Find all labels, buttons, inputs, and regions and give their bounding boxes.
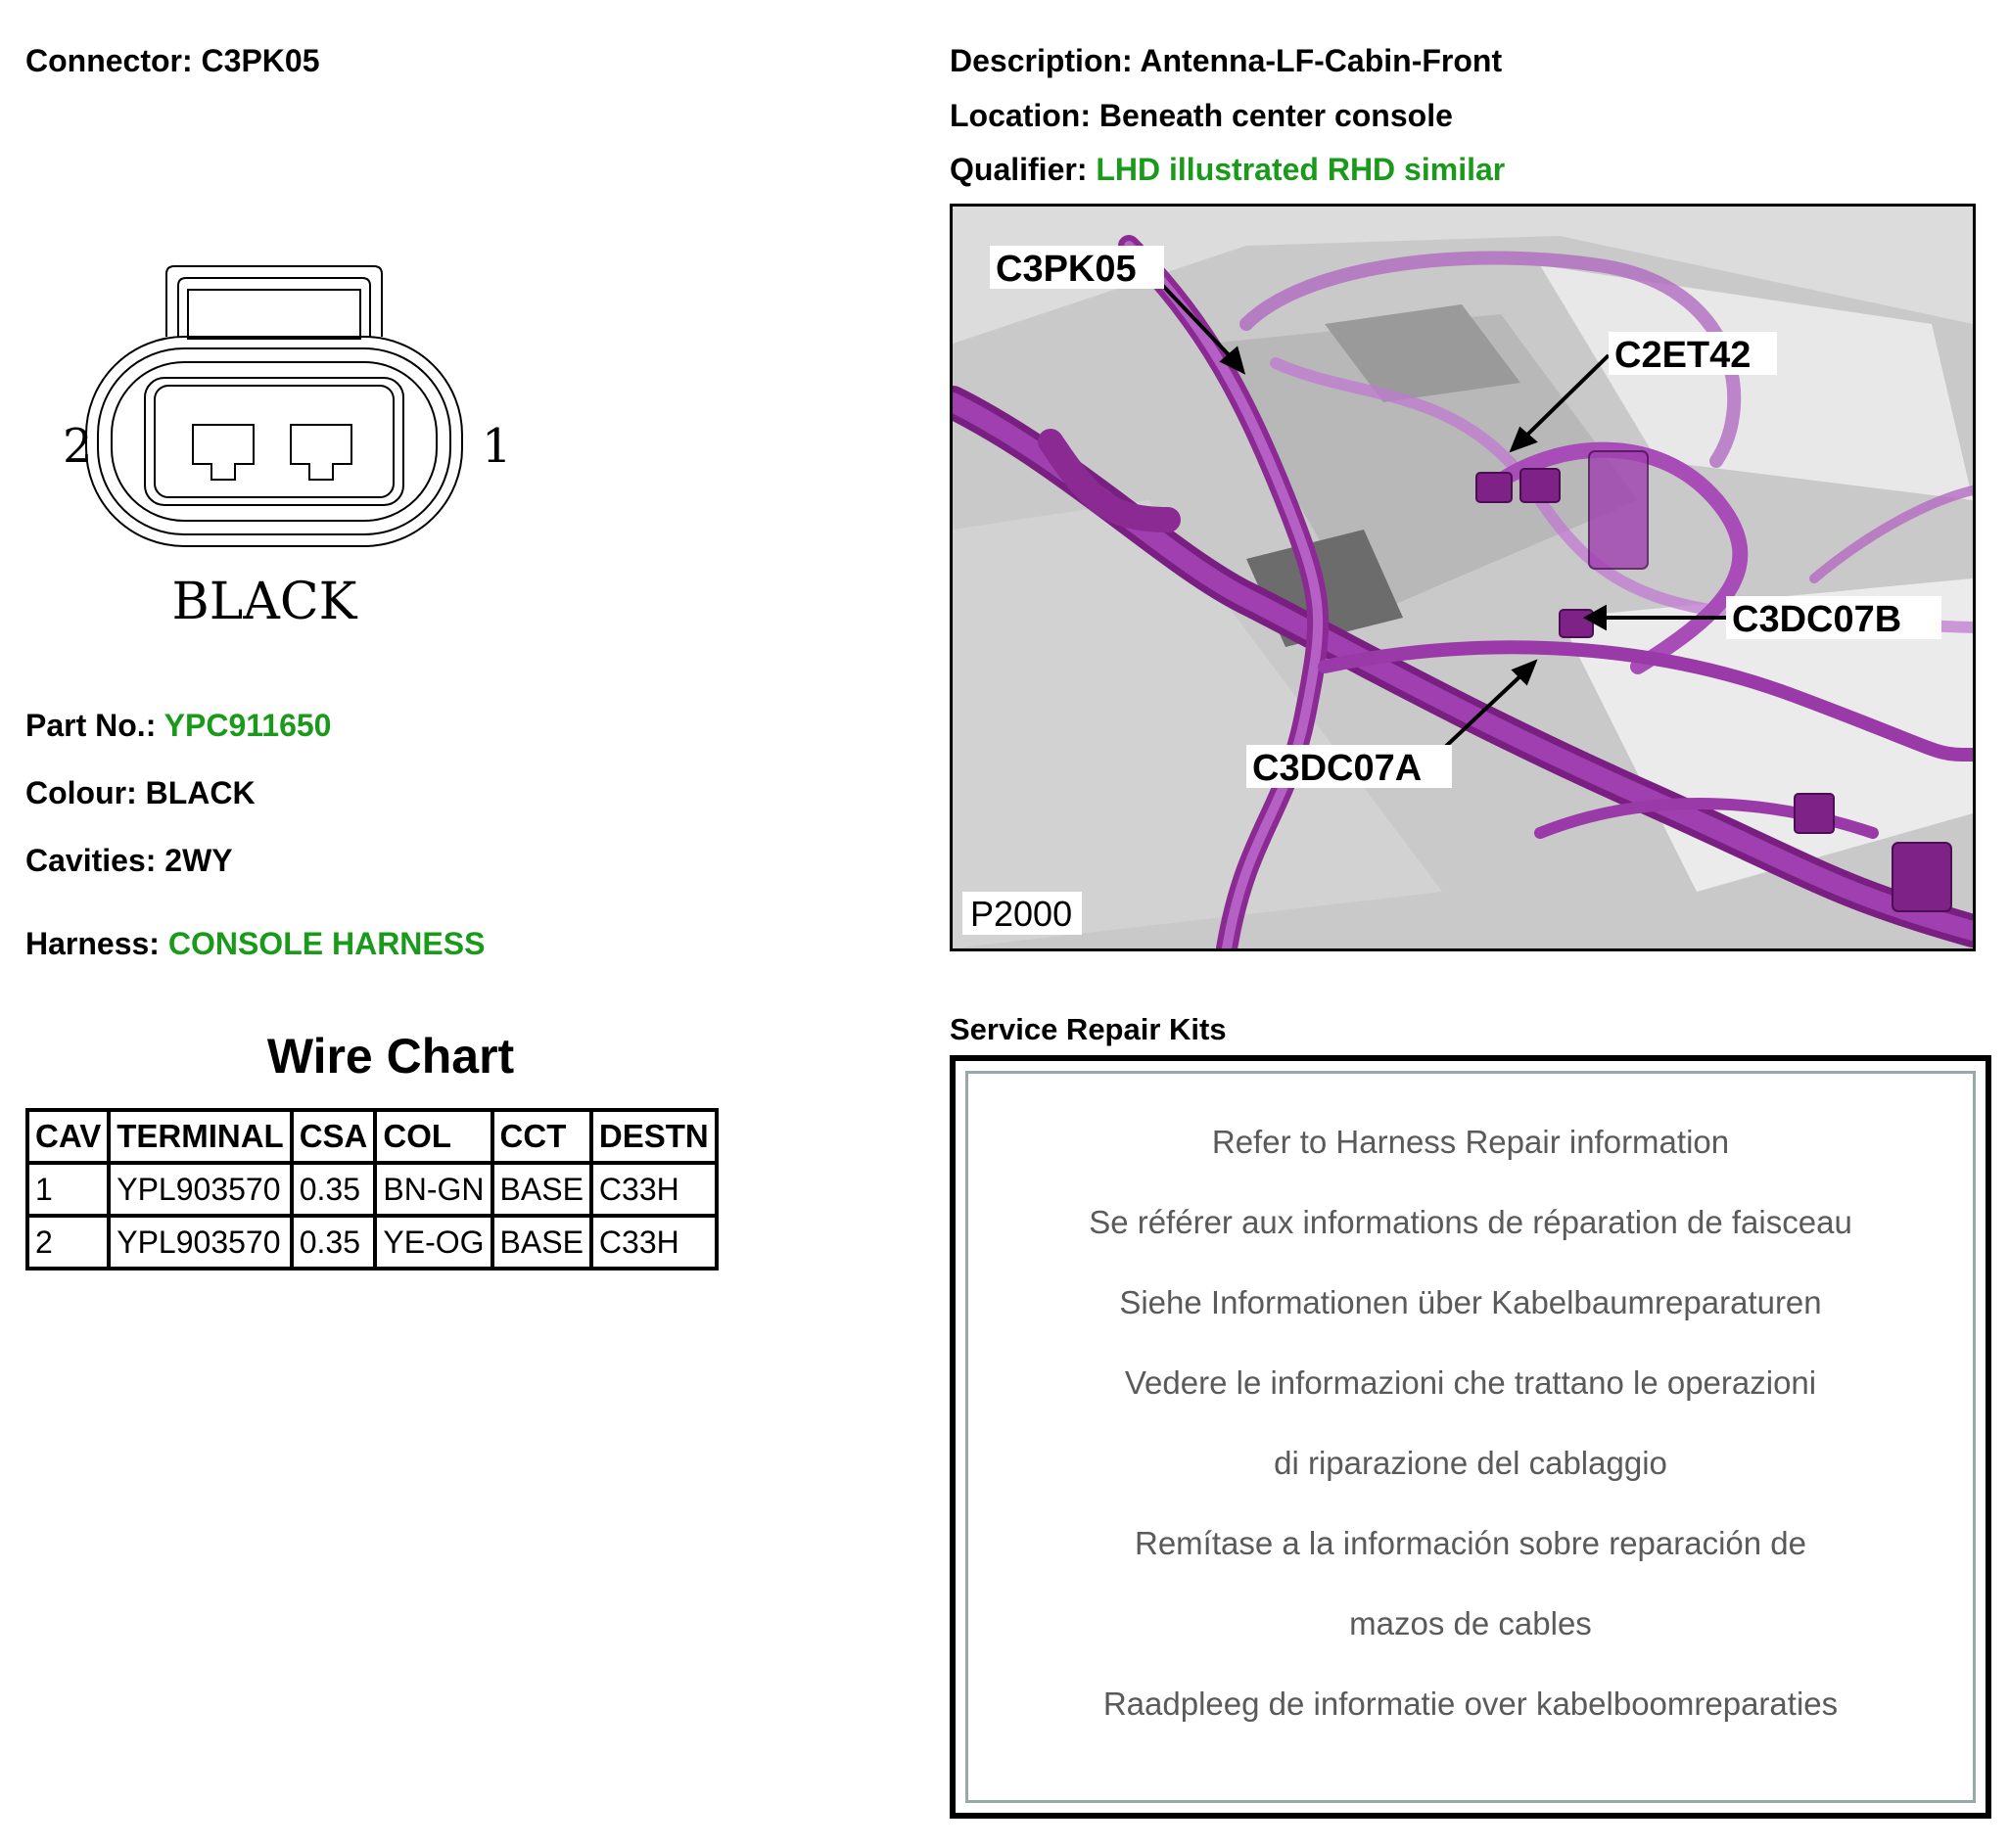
cell-col: YE-OG [375, 1216, 491, 1269]
cavities-value: 2WY [164, 843, 233, 878]
description-line [950, 45, 1502, 76]
cell-cav: 2 [27, 1216, 109, 1269]
location-illustration-svg [953, 207, 1973, 948]
wire-chart-header-row [27, 1110, 717, 1163]
cell-cct: BASE [492, 1163, 591, 1216]
colour-line [25, 777, 256, 808]
cell-destn: C33H [591, 1163, 717, 1216]
location-line [950, 100, 1453, 131]
col-header-cav: CAV [27, 1110, 109, 1163]
location-value: Beneath center console [1098, 98, 1453, 133]
colour-label: Colour: [25, 775, 137, 810]
repair-line-es-1: Remítase a la información sobre reparación de [1134, 1525, 1807, 1561]
repair-line-fr: Se référer aux informations de réparation de faisceau [1089, 1204, 1852, 1240]
repair-line-en: Refer to Harness Repair information [1211, 1124, 1730, 1160]
col-header-col: COL [375, 1110, 491, 1163]
cavities-line [25, 845, 233, 876]
cell-destn: C33H [591, 1216, 717, 1269]
repair-line-es-2: mazos de cables [1349, 1605, 1592, 1641]
repair-line-de: Siehe Informationen über Kabelbaumreparaturen [1119, 1284, 1822, 1320]
colour-value: BLACK [145, 775, 256, 810]
pin-1-label: 1 [482, 419, 509, 474]
repair-line-it-2: di riparazione del cablaggio [1274, 1445, 1667, 1481]
connector-value: C3PK05 [201, 43, 320, 78]
qualifier-label: Qualifier: [950, 152, 1088, 187]
callout-c3dc07b: C3DC07B [1732, 599, 1902, 640]
service-repair-title: Service Repair Kits [950, 1012, 1227, 1046]
col-header-terminal: TERMINAL [109, 1110, 291, 1163]
qualifier-line [950, 154, 1505, 185]
pin-2-label: 2 [63, 419, 93, 474]
connector-line [25, 45, 320, 76]
service-repair-inner-frame [965, 1071, 1976, 1803]
col-header-csa: CSA [292, 1110, 376, 1163]
part-no-value: YPC911650 [164, 708, 332, 743]
connector-face-diagram [39, 256, 509, 638]
part-no-label: Part No.: [25, 708, 157, 743]
table-row [27, 1163, 717, 1216]
cell-terminal: YPL903570 [109, 1216, 291, 1269]
connector-colour-caption: BLACK [171, 573, 357, 631]
repair-line-nl: Raadpleeg de informatie over kabelboomreparaties [1102, 1686, 1839, 1722]
col-header-cct: CCT [492, 1110, 591, 1163]
callout-c3dc07a: C3DC07A [1252, 748, 1423, 789]
cell-col: BN-GN [375, 1163, 491, 1216]
description-label: Description: [950, 43, 1133, 78]
harness-line [25, 928, 485, 959]
callout-c3pk05: C3PK05 [996, 249, 1137, 290]
cavities-label: Cavities: [25, 843, 157, 878]
callout-c2et42: C2ET42 [1614, 335, 1752, 376]
harness-label: Harness: [25, 926, 160, 961]
table-row [27, 1216, 717, 1269]
harness-value: CONSOLE HARNESS [167, 926, 486, 961]
qualifier-value: LHD illustrated RHD similar [1096, 152, 1506, 187]
description-value: Antenna-LF-Cabin-Front [1140, 43, 1503, 78]
cell-csa: 0.35 [292, 1216, 376, 1269]
wire-chart-title: Wire Chart [266, 1029, 515, 1084]
cell-cav: 1 [27, 1163, 109, 1216]
service-repair-box [950, 1055, 1991, 1819]
repair-line-it-1: Vedere le informazioni che trattano le operazioni [1124, 1364, 1817, 1401]
col-header-destn: DESTN [591, 1110, 717, 1163]
connector-label: Connector: [25, 43, 193, 78]
location-illustration [950, 204, 1976, 951]
part-no-line [25, 710, 331, 741]
location-label: Location: [950, 98, 1091, 133]
cell-csa: 0.35 [292, 1163, 376, 1216]
wire-chart-table [25, 1108, 719, 1270]
figure-id: P2000 [970, 894, 1073, 934]
cell-terminal: YPL903570 [109, 1163, 291, 1216]
connector-face-svg [39, 256, 509, 638]
cell-cct: BASE [492, 1216, 591, 1269]
